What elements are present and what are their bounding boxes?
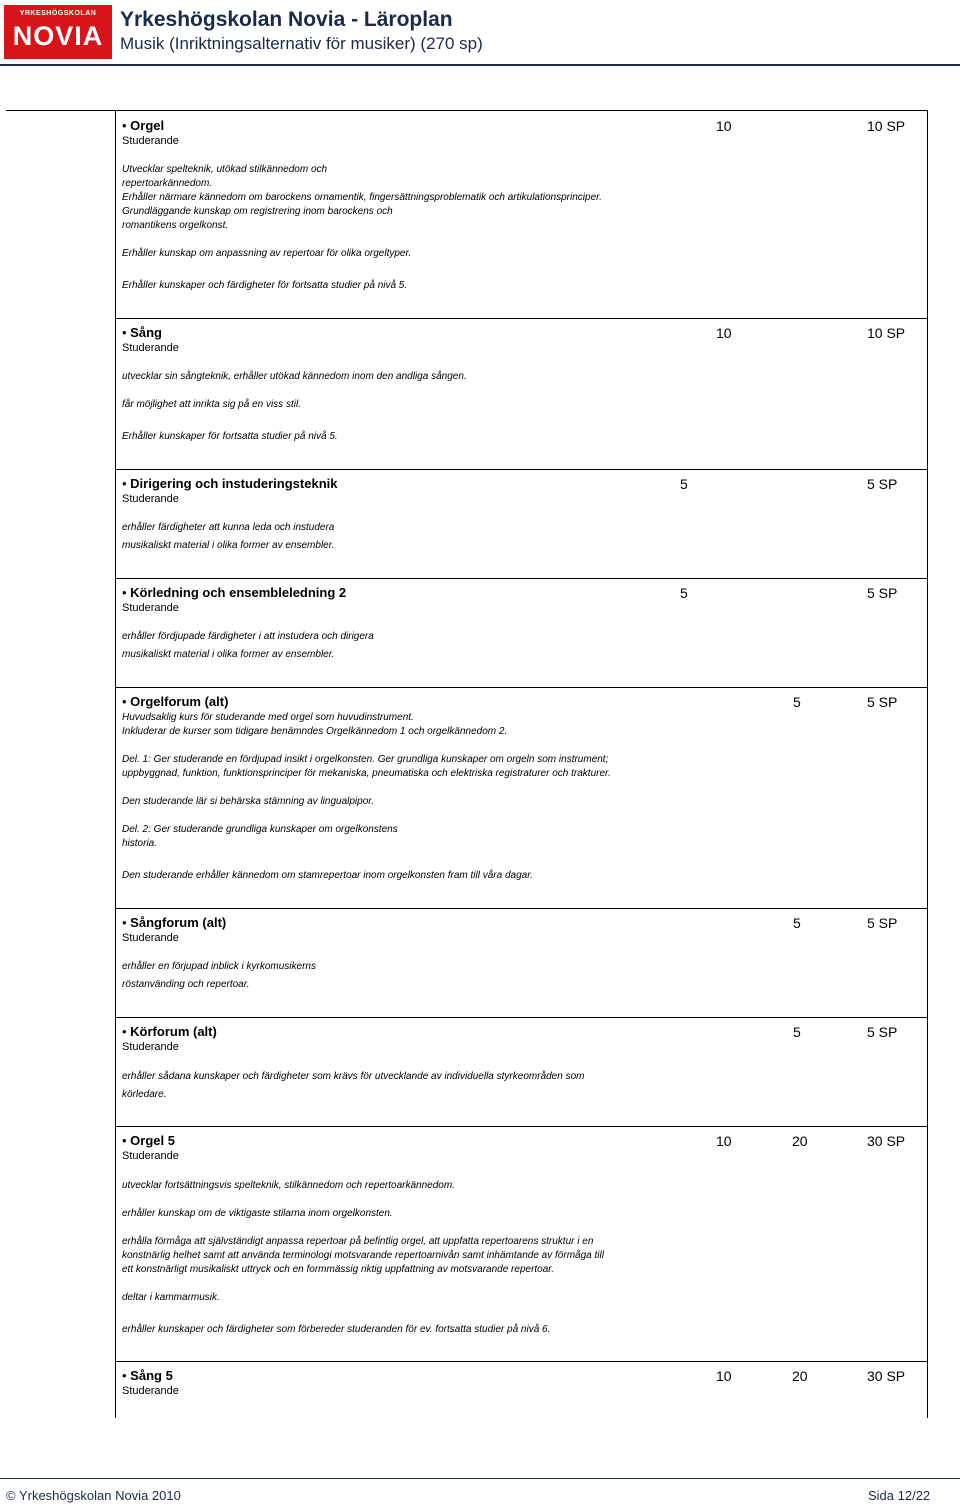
- course-description-line: erhåller kunskaper och färdigheter som förbereder studeranden för ev. fortsatta studier på nivå 6.: [122, 1324, 551, 1335]
- footer-copyright: © Yrkeshögskolan Novia 2010: [6, 1488, 181, 1503]
- credit-value-1: 10: [716, 325, 732, 341]
- course-description-line: Del. 2: Ger studerande grundliga kunskaper om orgelkonstens: [122, 824, 398, 835]
- credit-value-1: 10: [716, 1368, 732, 1384]
- course-description-line: musikaliskt material i olika former av ensembler.: [122, 649, 335, 660]
- course-description-line: erhåller fördjupade färdigheter i att instudera och dirigera: [122, 631, 374, 642]
- row-divider: [115, 578, 928, 579]
- course-audience: Studerande: [122, 1150, 179, 1162]
- novia-logo: [4, 5, 112, 59]
- table-border-right: [927, 110, 928, 1418]
- course-description-line: Erhåller närmare kännedom om barockens ornamentik, fingersättningsproblematik och artikulationsprinciper.: [122, 192, 602, 203]
- course-audience: Studerande: [122, 932, 179, 944]
- course-title: • Dirigering och instuderingsteknik: [122, 476, 692, 492]
- row-divider: [115, 687, 928, 688]
- course-description-line: Den studerande erhåller kännedom om stamrepertoar inom orgelkonsten fram till våra dagar.: [122, 870, 533, 881]
- course-title: • Körledning och ensembleledning 2: [122, 585, 692, 601]
- course-description-line: Inkluderar de kurser som tidigare benämndes Orgelkännedom 1 och orgelkännedom 2.: [122, 726, 508, 737]
- page-header: [0, 0, 960, 64]
- credit-total-sp: 5 SP: [867, 694, 898, 710]
- course-description-line: erhåller en förjupad inblick i kyrkomusikerns: [122, 961, 316, 972]
- course-title: • Sångforum (alt): [122, 915, 692, 931]
- course-description-line: körledare.: [122, 1089, 167, 1100]
- course-audience: Studerande: [122, 1041, 179, 1053]
- footer-page-number: Sida 12/22: [868, 1488, 931, 1503]
- document-title: Yrkeshögskolan Novia - Läroplan: [120, 8, 453, 31]
- document-subtitle: Musik (Inriktningsalternativ för musiker) (270 sp): [120, 34, 483, 53]
- course-title: • Orgelforum (alt): [122, 694, 692, 710]
- course-description-line: Del. 1: Ger studerande en fördjupad insikt i orgelkonsten. Ger grundliga kunskaper om orgeln som instrument;: [122, 754, 609, 765]
- course-title: • Orgel 5: [122, 1133, 692, 1149]
- credit-total-sp: 5 SP: [867, 585, 898, 601]
- course-description-line: repertoarkännedom.: [122, 178, 213, 189]
- credit-total-sp: 5 SP: [867, 1024, 898, 1040]
- credit-value-2: 5: [793, 1024, 801, 1040]
- credit-total-sp: 10 SP: [867, 118, 906, 134]
- course-description-line: uppbyggnad, funktion, funktionsprinciper för mekaniska, pneumatiska och elektriska registraturer och trakturer.: [122, 768, 611, 779]
- course-description-line: erhålla förmåga att självständigt anpassa repertoar på befintlig orgel, att uppfatta repertoarens struktur i en: [122, 1236, 594, 1247]
- logo-small-text: YRKESHÖGSKOLAN: [19, 10, 97, 17]
- header-divider: [0, 64, 960, 66]
- course-description-line: röstanvänding och repertoar.: [122, 979, 250, 990]
- credit-value-2: 20: [792, 1133, 808, 1149]
- credit-total-sp: 10 SP: [867, 325, 906, 341]
- course-description-line: erhåller sådana kunskaper och färdigheter som krävs för utvecklande av individuella styrkeområden som: [122, 1071, 585, 1082]
- course-description-line: Erhåller kunskap om anpassning av repertoar för olika orgeltyper.: [122, 248, 412, 259]
- course-description-line: erhåller kunskap om de viktigaste stilarna inom orgelkonsten.: [122, 1208, 393, 1219]
- course-title: • Sång 5: [122, 1368, 692, 1384]
- row-divider: [115, 908, 928, 909]
- course-description-line: Grundläggande kunskap om registrering inom barockens och: [122, 206, 393, 217]
- credit-total-sp: 30 SP: [867, 1133, 906, 1149]
- footer-divider: [0, 1478, 960, 1479]
- credit-total-sp: 30 SP: [867, 1368, 906, 1384]
- course-description-line: utvecklar sin sångteknik, erhåller utökad kännedom inom den andliga sången.: [122, 371, 467, 382]
- table-border-left: [115, 110, 116, 1418]
- course-description-line: Huvudsaklig kurs för studerande med orgel som huvudinstrument.: [122, 712, 414, 723]
- course-description-line: historia.: [122, 838, 158, 849]
- credit-value-1: 5: [680, 476, 688, 492]
- course-audience: Studerande: [122, 135, 179, 147]
- course-description-line: konstnärlig helhet samt att använda terminologi motsvarande repertoarnivån samt inhämtande av förmåga till: [122, 1250, 604, 1261]
- row-divider: [115, 318, 928, 319]
- table-border-top: [6, 110, 928, 111]
- course-description-line: deltar i kammarmusik.: [122, 1292, 220, 1303]
- course-description-line: Erhåller kunskaper för fortsatta studier på nivå 5.: [122, 431, 338, 442]
- row-divider: [115, 1126, 928, 1127]
- course-audience: Studerande: [122, 602, 179, 614]
- course-description-line: får möjlighet att inrikta sig på en viss stil.: [122, 399, 301, 410]
- credit-value-1: 5: [680, 585, 688, 601]
- credit-value-2: 5: [793, 694, 801, 710]
- course-description-line: erhåller färdigheter att kunna leda och instudera: [122, 522, 335, 533]
- course-description-line: Erhåller kunskaper och färdigheter för fortsatta studier på nivå 5.: [122, 280, 408, 291]
- credit-total-sp: 5 SP: [867, 476, 898, 492]
- course-description-line: utvecklar fortsättningsvis spelteknik, stilkännedom och repertoarkännedom.: [122, 1180, 455, 1191]
- row-divider: [115, 1361, 928, 1362]
- course-title: • Orgel: [122, 118, 692, 134]
- course-audience: Studerande: [122, 342, 179, 354]
- row-divider: [115, 469, 928, 470]
- course-audience: Studerande: [122, 493, 179, 505]
- course-description-line: musikaliskt material i olika former av ensembler.: [122, 540, 335, 551]
- credit-total-sp: 5 SP: [867, 915, 898, 931]
- logo-big-text: NOVIA: [12, 21, 104, 51]
- course-description-line: Den studerande lär si behärska stämning av lingualpipor.: [122, 796, 374, 807]
- credit-value-1: 10: [716, 118, 732, 134]
- credit-value-1: 10: [716, 1133, 732, 1149]
- course-description-line: romantikens orgelkonst.: [122, 220, 229, 231]
- course-title: • Sång: [122, 325, 692, 341]
- course-description-line: Utvecklar spelteknik, utökad stilkännedom och: [122, 164, 328, 175]
- course-title: • Körforum (alt): [122, 1024, 692, 1040]
- credit-value-2: 20: [792, 1368, 808, 1384]
- course-audience: Studerande: [122, 1385, 179, 1397]
- row-divider: [115, 1017, 928, 1018]
- credit-value-2: 5: [793, 915, 801, 931]
- course-description-line: ett konstnärligt musikaliskt uttryck och en formmässig riktig uppfattning av motsvarande repertoar.: [122, 1264, 555, 1275]
